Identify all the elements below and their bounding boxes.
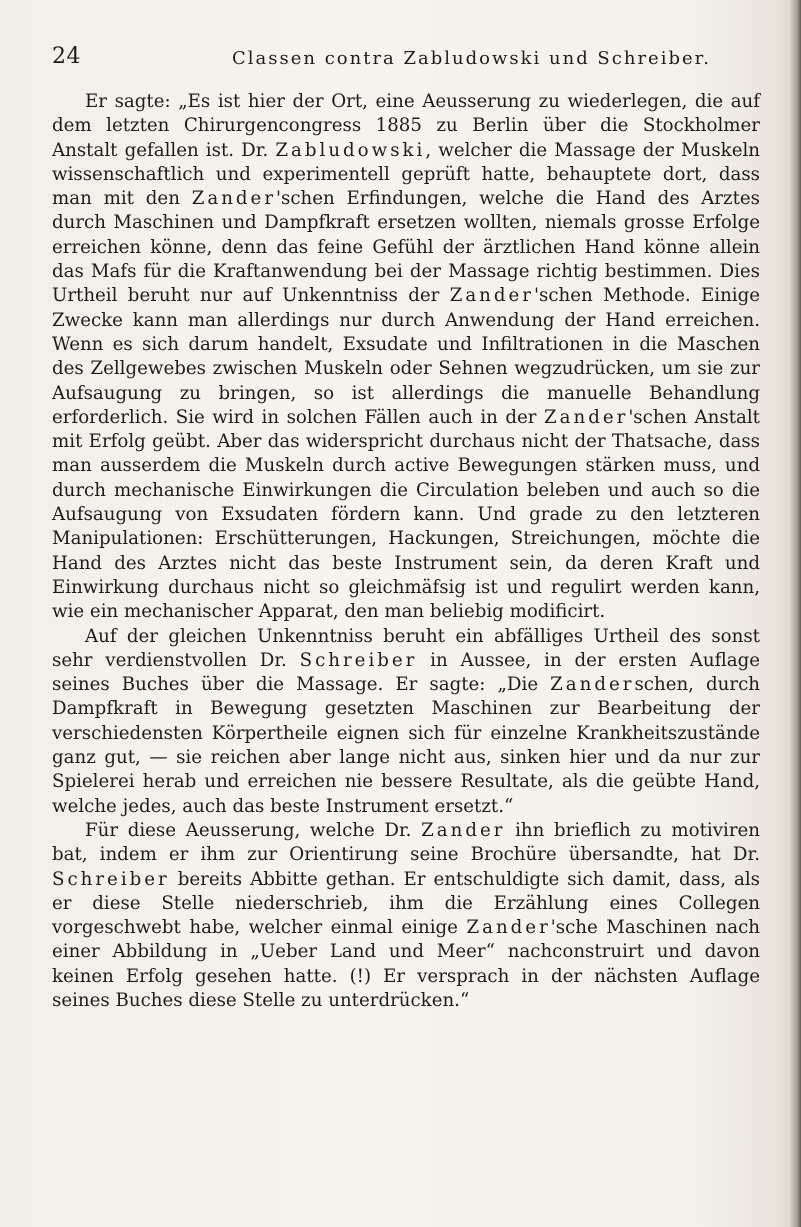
text-run: 'schen Erfindungen, welche die Hand des Arztes durch Maschinen und Dampfkraft ersetzen wollten, niemals grosse Erfolge erreichen könne, denn das feine Gefühl der ärztlichen Hand könne allein das Mafs für die Kraftanwendung bei der Massage richtig bestimmen. Dies Urtheil beruht nur auf Unkenntniss der [52,188,760,307]
text-run: Er sagte: „Es ist hier der Ort, eine Aeusserung zu wiederlegen, die auf dem letzten Chirurgencongress 1885 zu Berlin über die Stockholmer Anstalt gefallen ist. Dr. [52,91,760,161]
text-run: ihn brieflich zu motiviren bat, indem er ihm zur Orientirung seine Brochüre übersandte, hat Dr. [52,819,760,866]
spaced-name: Zander [421,819,506,841]
page-header [52,44,752,74]
spaced-name: Zander [449,285,534,307]
text-run: , welcher die Massage der Muskeln wissenschaftlich und experimentell geprüft hatte, behauptete dort, dass man mit den [52,139,760,210]
body-text [52,90,760,1013]
spaced-name: Schreiber [299,649,418,671]
text-run: 'schen Anstalt mit Erfolg geübt. Aber das widerspricht durchaus nicht der Thatsache, dass man ausserdem die Muskeln durch active Bewegungen stärken muss, und durch mechanische Einwirkungen die Circulation beleben und auch so die Aufsaugung von Exsudaten fördern kann. Und grade zu den letzteren Manipulationen: Erschütterungen, Hackungen, Streichungen, möchte die Hand des Arztes nicht das beste Instrument sein, da deren Kraft und Einwirkung durchaus nicht so gleichmäfsig ist und regulirt werden kann, wie ein mechanischer Apparat, den man beliebig modificirt. [52,406,760,623]
text-run: bereits Abbitte gethan. Er entschuldigte sich damit, dass, als er diese Stelle niederschrieb, ihm die Erzählung eines Collegen vorgeschwebt habe, welcher einmal einige [52,868,760,939]
text-run: Für diese Aeusserung, welche Dr. [85,819,422,841]
paragraph [52,819,760,1013]
page-edge-shadow [789,0,801,1227]
text-run: 'schen Methode. Einige Zwecke kann man allerdings nur durch Anwendung der Hand erreichen. Wenn es sich darum handelt, Exsudate und Infiltrationen in die Maschen des Zellgewebes zwischen Muskeln oder Sehnen wegzudrücken, um sie zur Aufsaugung zu bringen, so ist allerdings die manuelle Behandlung erforderlich. Sie wird in solchen Fällen auch in der [52,285,760,428]
spaced-name: Zander [544,406,629,428]
text-run: Auf der gleichen Unkenntniss beruht ein abfälliges Urtheil des sonst sehr verdienstvollen Dr. [52,625,760,671]
text-run: schen, durch Dampfkraft in Bewegung gesetzten Maschinen zur Bearbeitung der verschiedensten Körpertheile eignen sich für einzelne Krankheitszustände ganz gut, — sie reichen aber lange nicht aus, sinken hier und da nur zur Spielerei herab und erreichen nie bessere Resultate, als die geübte Hand, welche jedes, auch das beste Instrument ersetzt.“ [52,674,760,817]
spaced-name: Schreiber [52,868,170,890]
spaced-name: Zabludowski [275,139,426,161]
spaced-name: Zander [191,188,277,210]
page-number: 24 [52,44,81,69]
paragraph [52,625,760,819]
spaced-name: Zander [550,674,635,696]
running-head: Classen contra Zabludowski und Schreiber. [232,48,711,69]
text-run: in Aussee, in der ersten Auflage seines Buches über die Massage. Er sagte: „Die [52,649,760,696]
text-run: 'sche Maschinen nach einer Abbildung in „Ueber Land und Meer“ nachconstruirt und davon keinen Erfolg gesehen hatte. (!) Er versprach in der nächsten Auflage seines Buches diese Stelle zu unterdrücken.“ [52,917,760,1011]
paragraph [52,90,760,625]
spaced-name: Zander [466,917,551,939]
